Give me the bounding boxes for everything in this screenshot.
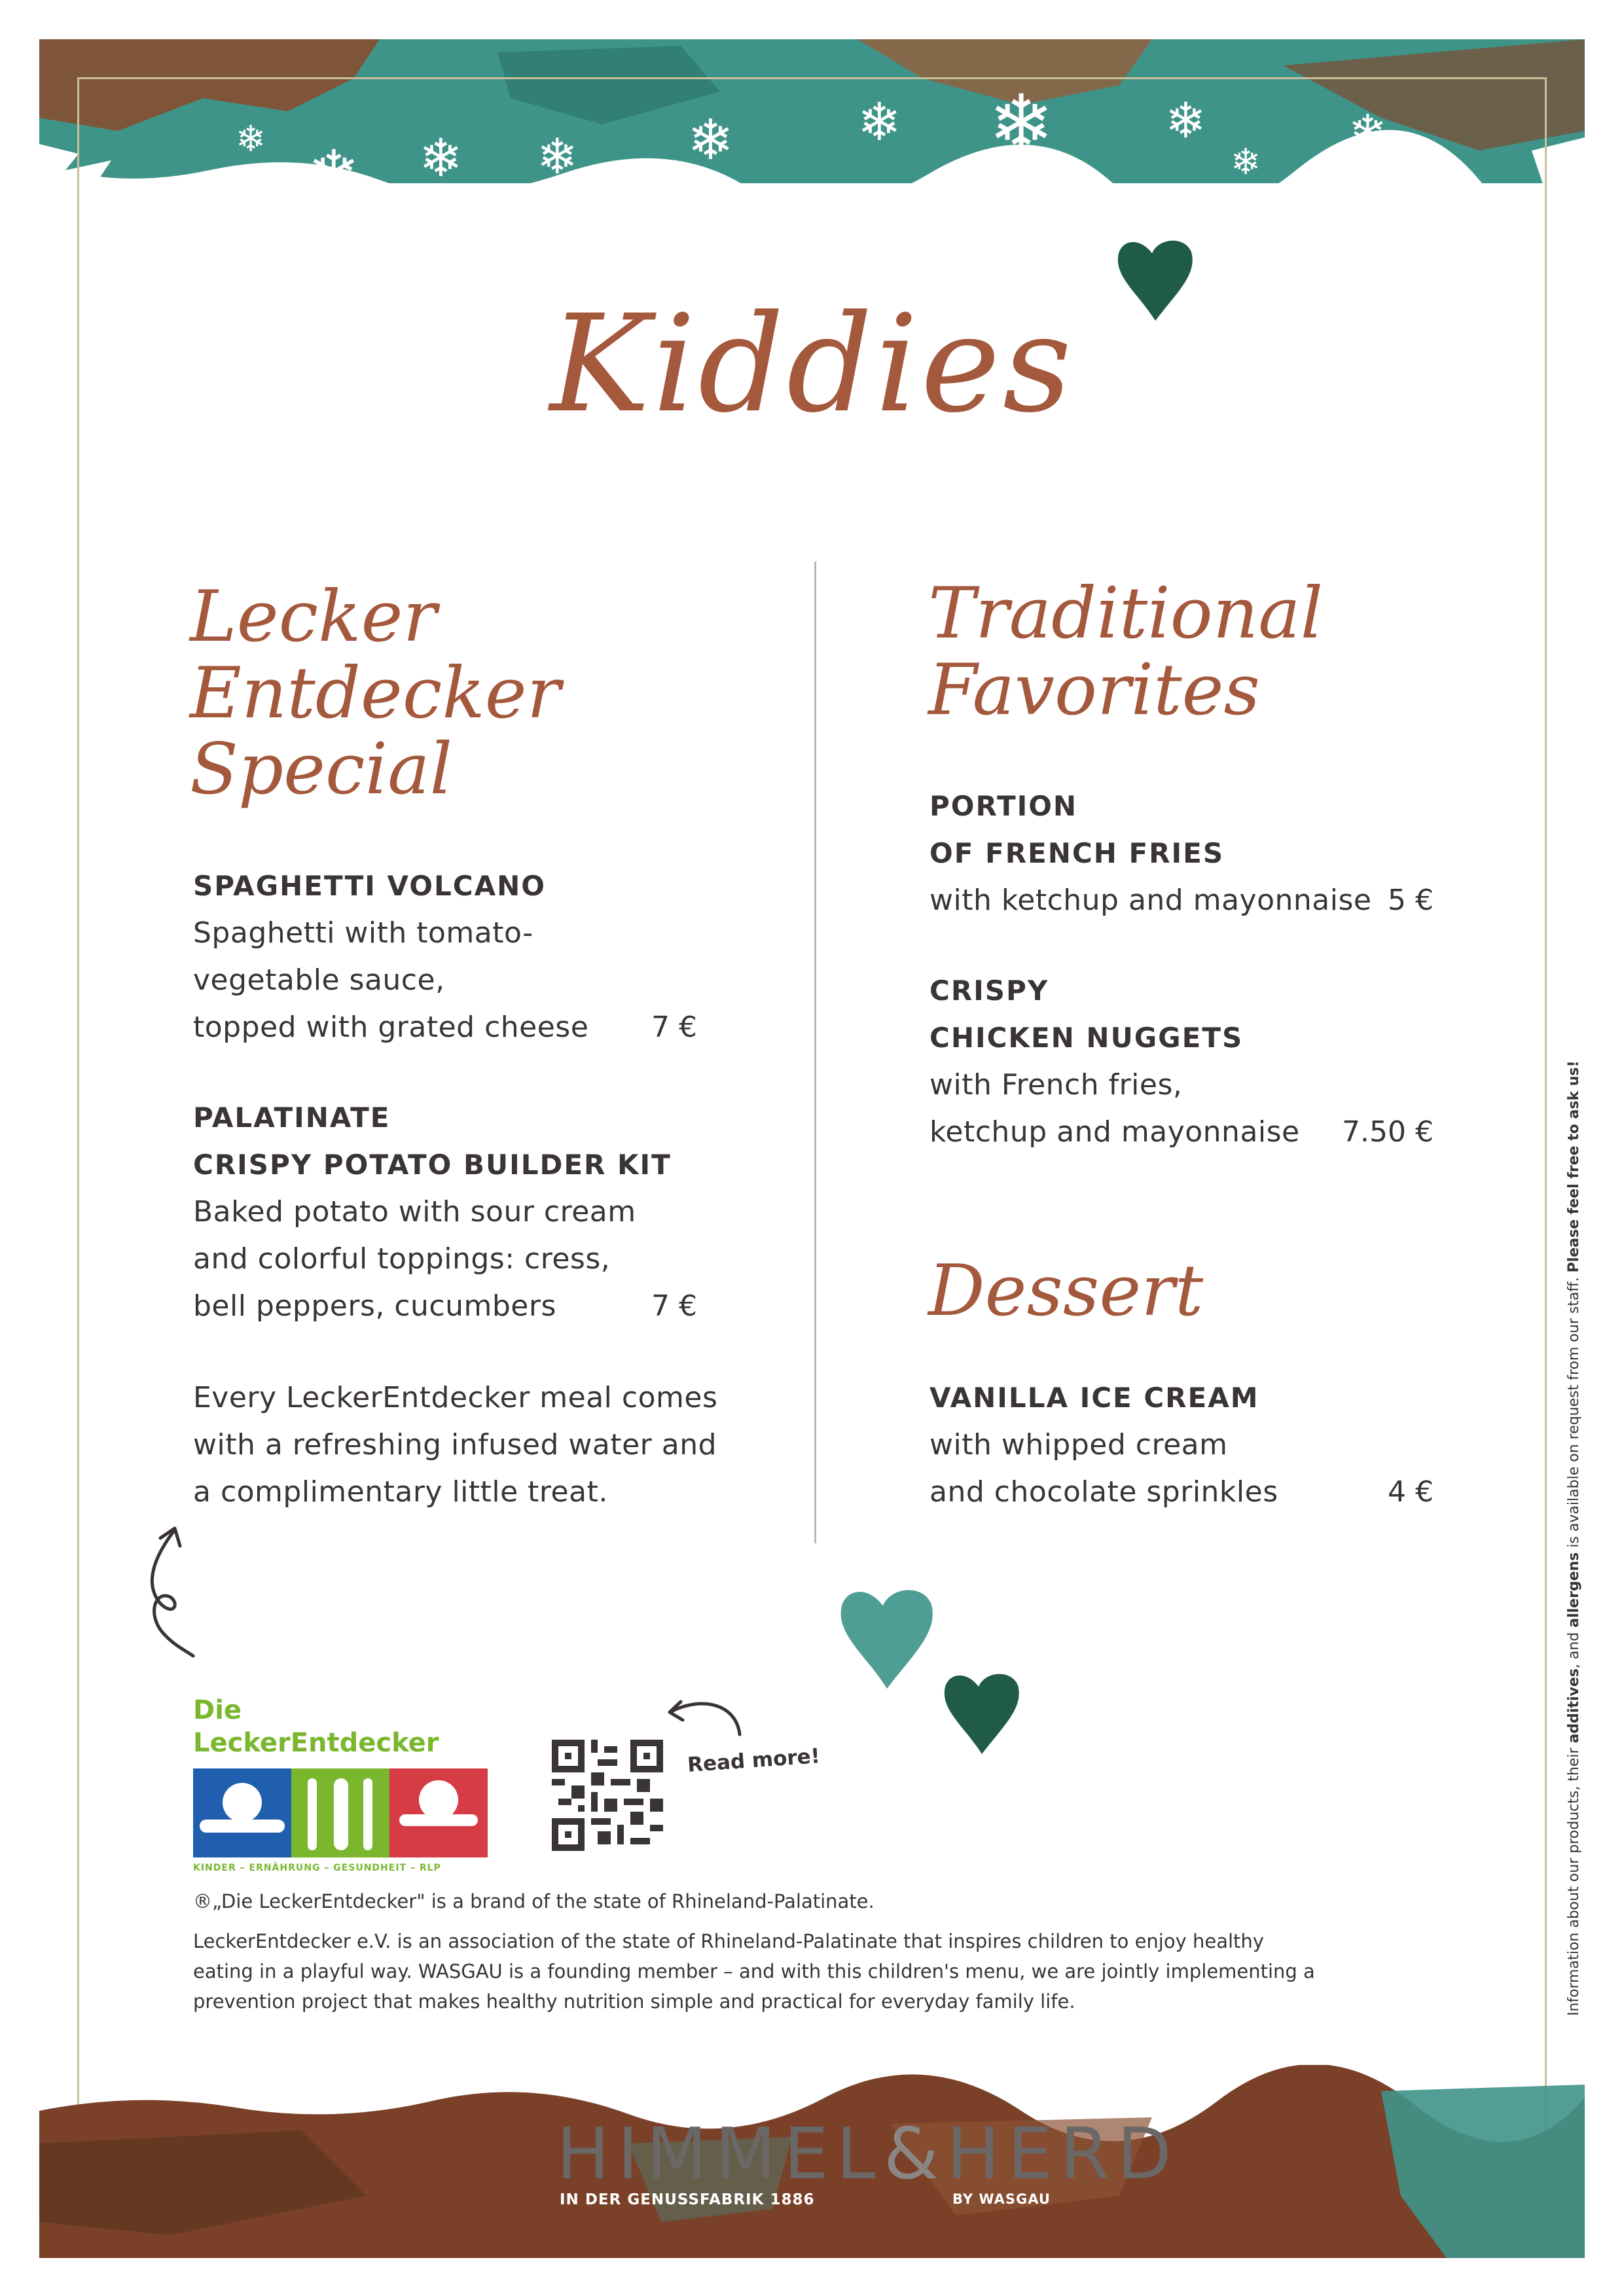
item-name: PORTION [929, 790, 1078, 822]
item-description: with ketchup and mayonnaise [929, 884, 1372, 917]
brand-name-right: HERD [947, 2113, 1180, 2195]
snowflake-icon: ❄ [857, 92, 902, 152]
about-note [193, 1926, 1437, 2017]
logo-panels [193, 1768, 488, 1857]
about-note-line: LeckerEntdecker e.V. is an association of the state of Rhineland-Palatinate that inspires children to enjoy healthy [193, 1930, 1264, 1952]
section-title-lecker-entdecker [190, 576, 727, 811]
logo-title: Die LeckerEntdecker [193, 1695, 439, 1758]
item-price: 7.50 € [1342, 1115, 1434, 1149]
snowflake-icon: ❄ [236, 118, 266, 160]
item-description: topped with grated cheese [193, 1011, 589, 1044]
item-description: with whipped cream [929, 1428, 1228, 1462]
column-divider [814, 562, 816, 1543]
item-name: PALATINATE [193, 1102, 391, 1134]
menu-item-potato-builder-kit [193, 1094, 697, 1330]
snowflake-icon: ❄ [419, 128, 463, 188]
qr-caption: Read more! [686, 1744, 821, 1778]
item-description: vegetable sauce, [193, 963, 445, 997]
logo-panel-red [389, 1768, 488, 1857]
about-note-line: prevention project that makes healthy nutrition simple and practical for everyday family life. [193, 1990, 1075, 2013]
heart-icon [835, 1577, 939, 1695]
item-price: 4 € [1388, 1475, 1434, 1509]
brand-logo [556, 2113, 1180, 2195]
page-title: Kiddies [549, 287, 1075, 442]
item-description: ketchup and mayonnaise [929, 1115, 1300, 1149]
menu-item-spaghetti-volcano [193, 863, 697, 1051]
item-price: 7 € [651, 1011, 697, 1044]
item-name: SPAGHETTI VOLCANO [193, 870, 546, 902]
snowflake-icon: ❄ [1231, 141, 1261, 183]
qr-code[interactable] [552, 1740, 663, 1851]
menu-item-chicken-nuggets [929, 967, 1434, 1156]
snowflake-icon: ❄ [537, 128, 578, 185]
item-price: 7 € [651, 1289, 697, 1323]
brand-by: BY WASGAU [952, 2191, 1051, 2207]
logo-panel-blue [193, 1768, 291, 1857]
curly-arrow-icon [134, 1518, 206, 1662]
trademark-note: ®„Die LeckerEntdecker" is a brand of the state of Rhineland-Palatinate. [193, 1890, 875, 1912]
section-title-line: Traditional [928, 573, 1324, 655]
item-name: CHICKEN NUGGETS [929, 1022, 1244, 1054]
brand-subtitle: IN DER GENUSSFABRIK 1886 [560, 2191, 815, 2208]
snowflake-icon: ❄ [1348, 105, 1387, 158]
leckerentdecker-logo [193, 1694, 488, 1873]
snowflake-icon: ❄ [988, 79, 1055, 170]
item-description: bell peppers, cucumbers [193, 1289, 556, 1323]
snowflake-icon: ❄ [687, 108, 734, 173]
section-title-line: Favorites [928, 649, 1260, 731]
item-name: CRISPY [929, 975, 1049, 1007]
about-note-line: eating in a playful way. WASGAU is a founding member – and with this children's menu, we are jointly implementing a [193, 1960, 1315, 1982]
brand-name-left: HIMMEL [556, 2113, 884, 2195]
snowflake-icon: ❄ [1165, 92, 1206, 149]
item-name: CRISPY POTATO BUILDER KIT [193, 1149, 672, 1181]
item-description: and chocolate sprinkles [929, 1475, 1278, 1509]
menu-item-vanilla-ice-cream [929, 1374, 1434, 1516]
section-title-traditional-favorites [928, 573, 1517, 731]
brand-ampersand: & [883, 2113, 947, 2195]
item-description: Baked potato with sour cream [193, 1195, 636, 1229]
section-title-line: Entdecker [190, 652, 561, 734]
meal-note-line: with a refreshing infused water and [193, 1428, 717, 1462]
section-title-dessert: Dessert [928, 1250, 1204, 1332]
item-description: with French fries, [929, 1068, 1183, 1102]
section-title-line: Special [190, 728, 452, 811]
menu-item-french-fries [929, 783, 1434, 924]
curved-arrow-icon [658, 1689, 749, 1741]
meal-note-line: a complimentary little treat. [193, 1475, 608, 1509]
section-title-line: Lecker [190, 576, 437, 658]
item-price: 5 € [1388, 884, 1434, 917]
logo-panel-green [291, 1768, 389, 1857]
snowflake-icon: ❄ [308, 137, 360, 209]
item-name: VANILLA ICE CREAM [929, 1382, 1259, 1414]
meal-note [193, 1374, 730, 1516]
heart-icon [939, 1662, 1024, 1761]
item-description: and colorful toppings: cress, [193, 1242, 611, 1276]
logo-tagline: KINDER – ERNÄHRUNG – GESUNDHEIT – RLP [193, 1863, 441, 1873]
item-name: OF FRENCH FRIES [929, 837, 1225, 869]
item-description: Spaghetti with tomato- [193, 916, 533, 950]
allergen-side-note: Information about our products, their additives, and allergens is available on request from our staff. Please feel free to ask us! [1566, 1060, 1582, 2016]
meal-note-line: Every LeckerEntdecker meal comes [193, 1381, 718, 1414]
